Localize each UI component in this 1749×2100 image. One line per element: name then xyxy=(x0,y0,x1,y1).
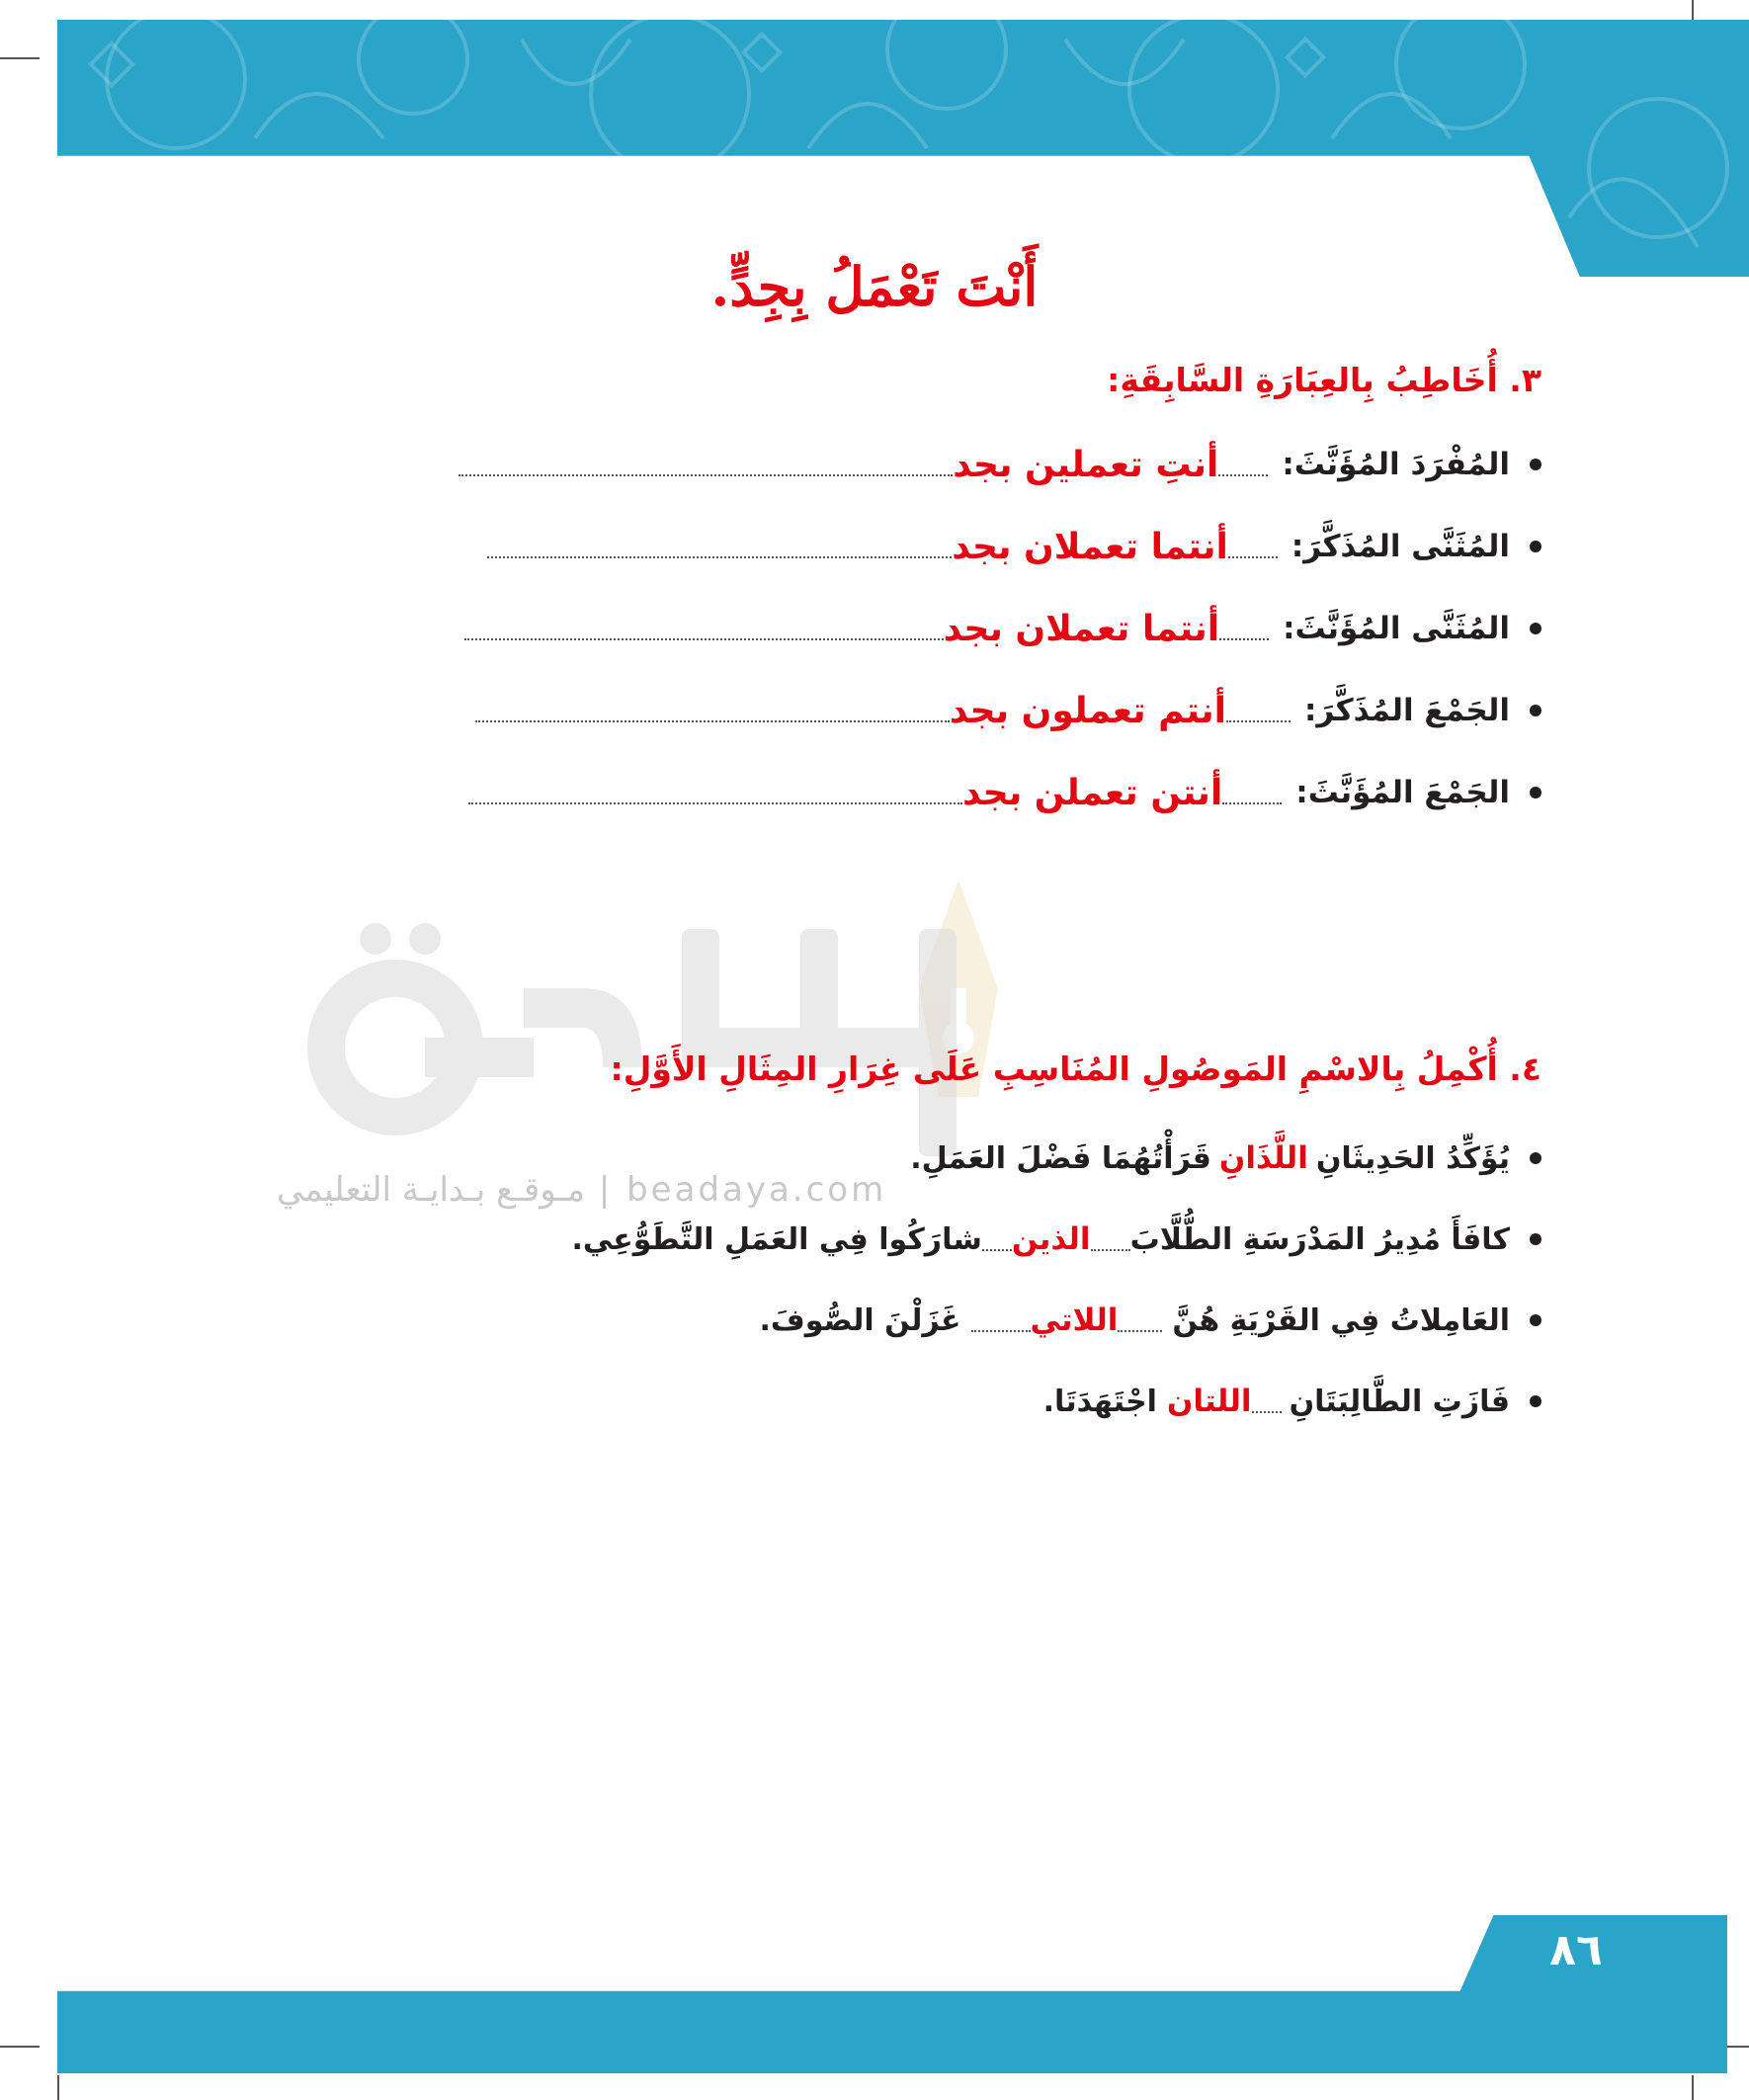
answer-text: أنتن تعملن بجد xyxy=(961,772,1223,813)
dotted-line xyxy=(1218,453,1268,476)
sentence-start: يُؤَكِّدُ الحَدِيثَانِ xyxy=(1315,1140,1510,1176)
answer-text: اللتان xyxy=(1166,1384,1252,1419)
item-label: المُثَنَّى المُذَكَّرَ: xyxy=(1291,529,1510,564)
crop-mark xyxy=(0,2046,40,2048)
answer-text: اللاتي xyxy=(1030,1302,1119,1338)
dotted-line xyxy=(971,1308,1031,1332)
watermark-site-line: beadaya.com | مـوقـع بـدايـة التعليمي xyxy=(277,1170,887,1210)
question-4-item xyxy=(1043,1372,1541,1431)
bullet-icon xyxy=(1530,1395,1541,1407)
question-4-item xyxy=(760,1291,1541,1350)
answer-text: أنتما تعملان بجد xyxy=(952,526,1228,567)
bullet-icon xyxy=(1530,787,1541,798)
dotted-line xyxy=(1091,1227,1130,1251)
answer-text: أنتِ تعملين بجد xyxy=(953,444,1219,485)
crop-mark xyxy=(1692,2075,1694,2100)
bullet-icon xyxy=(1530,1152,1541,1164)
bullet-icon xyxy=(1530,459,1541,470)
sentence-start: فَازَتِ الطَّالِبَتَانِ xyxy=(1289,1384,1510,1419)
question-4-item xyxy=(910,1129,1541,1188)
bullet-icon xyxy=(1530,705,1541,716)
dotted-line xyxy=(982,1227,1012,1251)
bullet-icon xyxy=(1530,541,1541,552)
bullet-icon xyxy=(1530,623,1541,634)
sentence-start: العَامِلاتُ فِي القَرْيَةِ هُنَّ xyxy=(1172,1302,1510,1338)
dotted-line xyxy=(1228,535,1278,558)
header-band xyxy=(57,20,1749,277)
sentence-start: كافَأَ مُدِيرُ المَدْرَسَةِ الطُّلَّابَ xyxy=(1129,1221,1510,1257)
bullet-icon xyxy=(1530,1314,1541,1326)
item-label: الجَمْعَ المُذَكَّرَ: xyxy=(1303,693,1510,728)
answer-text: اللَّذَانِ xyxy=(1218,1140,1308,1176)
dotted-line xyxy=(1252,1389,1282,1413)
item-label: المُفْرَدَ المُؤَنَّثَ: xyxy=(1282,447,1510,482)
question-4-heading: ٤. أُكْمِلُ بِالاسْمِ المَوصُولِ المُنَاسِبِ عَلَى غِرَارِ المِثَالِ الأَوَّلِ: xyxy=(610,1050,1541,1088)
dotted-line xyxy=(1219,617,1269,640)
footer-band xyxy=(57,1915,1727,2073)
sentence-end: شارَكُوا فِي العَمَلِ التَّطَوُّعِي. xyxy=(571,1221,982,1257)
answer-text: أنتم تعملون بجد xyxy=(949,690,1226,731)
answer-text: أنتما تعملان بجد xyxy=(943,608,1220,649)
answer-line[interactable] xyxy=(487,535,952,558)
answer-line[interactable] xyxy=(468,781,962,804)
answer-text: الذين xyxy=(1011,1221,1091,1257)
crop-mark xyxy=(0,57,40,59)
question-3-heading: ٣. أُخَاطِبُ بِالعِبَارَةِ السَّابِقَةِ: xyxy=(1107,361,1541,399)
question-3-item xyxy=(464,599,1541,658)
sentence-end: اجْتَهَدَتَا. xyxy=(1042,1384,1157,1419)
crop-mark xyxy=(1692,0,1694,20)
dotted-line xyxy=(1226,699,1291,722)
answer-line[interactable] xyxy=(464,617,944,640)
sentence-end: غَزَلْنَ الصُّوفَ. xyxy=(759,1302,961,1338)
sentence-end: قَرَأْتُهُمَا فَضْلَ العَمَلِ. xyxy=(910,1140,1211,1176)
bullet-icon xyxy=(1530,1233,1541,1245)
crop-mark xyxy=(57,2075,59,2100)
dotted-line xyxy=(1118,1308,1162,1332)
page-number: ٨٦ xyxy=(1549,1925,1603,1975)
dotted-line xyxy=(1222,781,1282,804)
question-4-item xyxy=(572,1210,1542,1269)
answer-line[interactable] xyxy=(475,699,950,722)
answer-line[interactable] xyxy=(458,453,953,476)
calligraphy-pattern-icon xyxy=(57,20,1749,277)
question-3-item xyxy=(468,763,1541,822)
question-3-item xyxy=(458,435,1541,494)
item-label: المُثَنَّى المُؤَنَّثَ: xyxy=(1283,611,1510,646)
exercise-title: أَنْتَ تَعْمَلُ بِجِدٍّ. xyxy=(710,255,1039,318)
question-3-item xyxy=(475,681,1541,740)
item-label: الجَمْعَ المُؤَنَّثَ: xyxy=(1295,775,1510,810)
question-3-item xyxy=(487,517,1541,576)
